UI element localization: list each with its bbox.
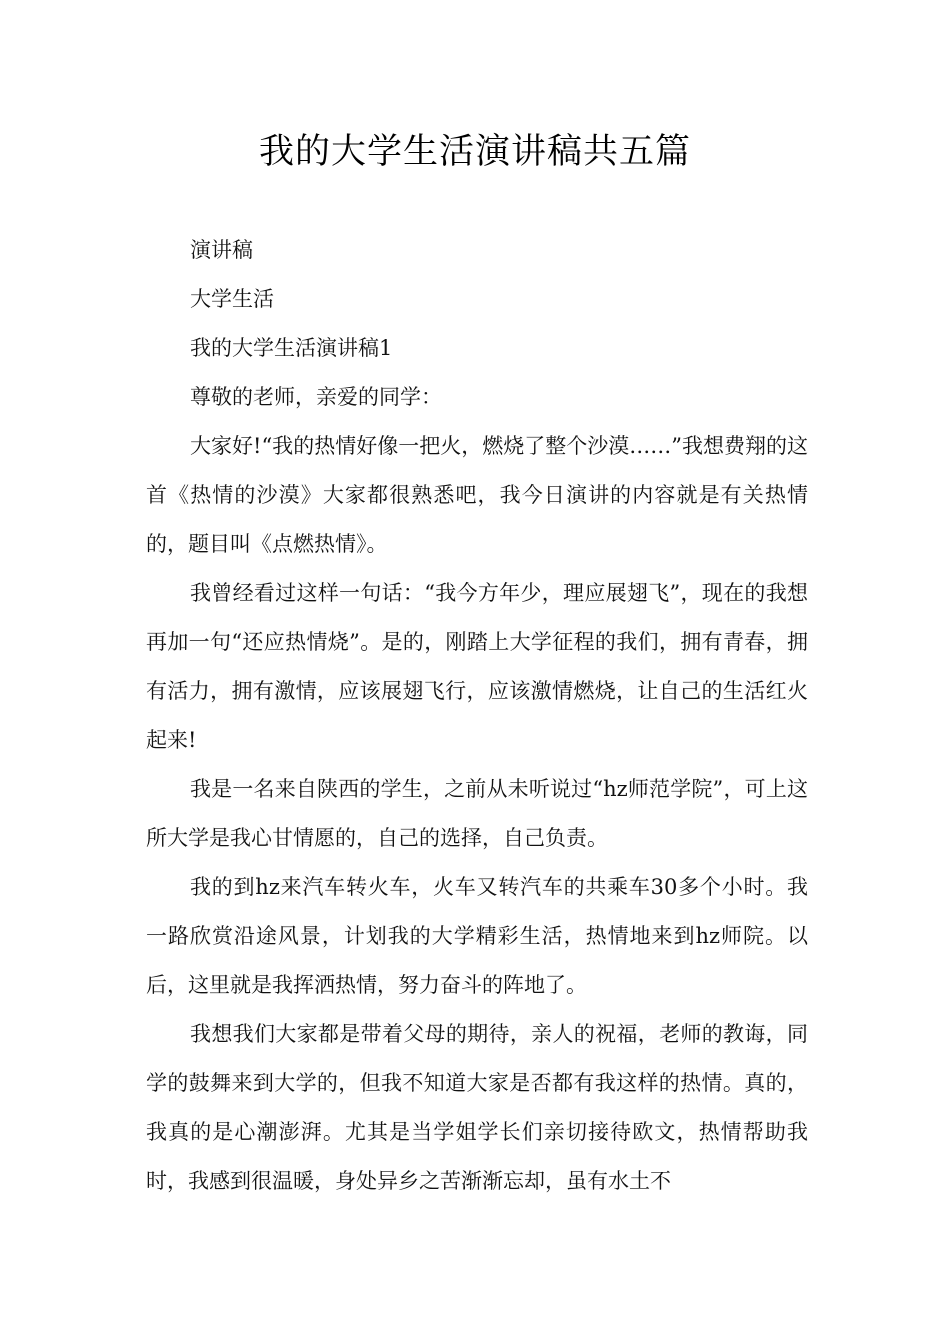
- paragraph: 我曾经看过这样一句话：“我今方年少，理应展翅飞”，现在的我想再加一句“还应热情烧”。是的，刚踏上大学征程的我们，拥有青春，拥有活力，拥有激情，应该展翅飞行，应该激情燃烧，让自己的生活红火起来!: [146, 581, 808, 752]
- paragraph: 我的大学生活演讲稿1: [190, 336, 393, 360]
- paragraph: 我的到hz来汽车转火车，火车又转汽车的共乘车30多个小时。我一路欣赏沿途风景，计划我的大学精彩生活，热情地来到hz师院。以后，这里就是我挥洒热情，努力奋斗的阵地了。: [146, 875, 808, 997]
- paragraph: 尊敬的老师，亲爱的同学：: [190, 385, 442, 409]
- document-body: [146, 226, 808, 1206]
- paragraph: 大家好!“我的热情好像一把火，燃烧了整个沙漠……”我想费翔的这首《热情的沙漠》大家都很熟悉吧，我今日演讲的内容就是有关热情的，题目叫《点燃热情》。: [146, 434, 808, 556]
- document-title: 我的大学生活演讲稿共五篇: [258, 132, 691, 172]
- paragraph: 演讲稿: [190, 238, 253, 262]
- paragraph: 我想我们大家都是带着父母的期待，亲人的祝福，老师的教诲，同学的鼓舞来到大学的，但我不知道大家是否都有我这样的热情。真的，我真的是心潮澎湃。尤其是当学姐学长们亲切接待欧文，热情帮助我时，我感到很温暖，身处异乡之苦渐渐忘却，虽有水土不: [146, 1022, 808, 1193]
- paragraph: 大学生活: [190, 287, 274, 311]
- paragraph: 我是一名来自陕西的学生，之前从未听说过“hz师范学院”，可上这所大学是我心甘情愿的，自己的选择，自己负责。: [146, 777, 808, 850]
